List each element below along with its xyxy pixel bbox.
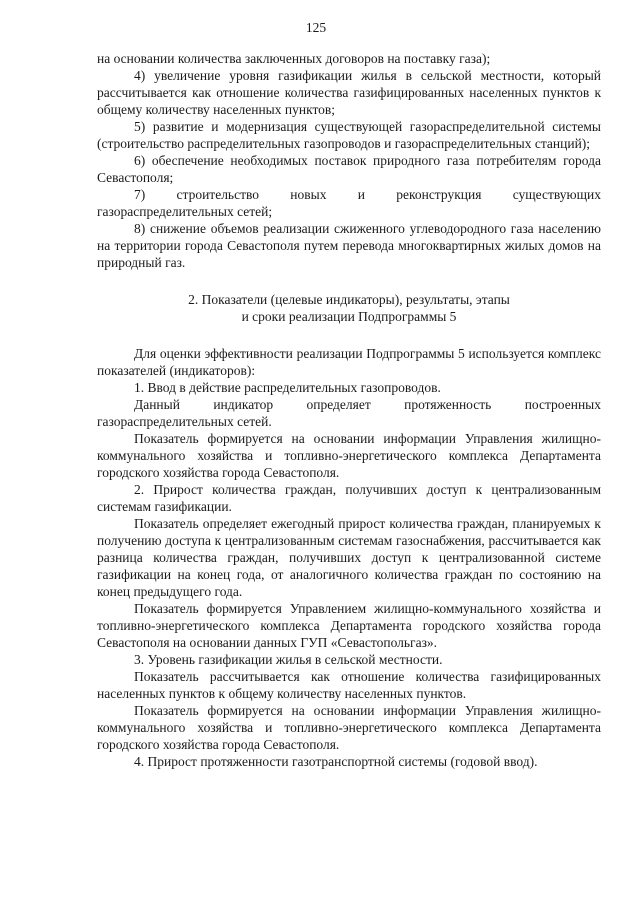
- document-body: [97, 50, 601, 770]
- paragraph: Показатель рассчитывается как отношение количества газифицированных населенных пунктов к общему количеству населенных пунктов.: [97, 669, 601, 701]
- indicator-title: 3. Уровень газификации жилья в сельской местности.: [134, 652, 443, 667]
- section-heading: [97, 291, 601, 325]
- paragraph: Показатель формируется Управлением жилищно-коммунального хозяйства и топливно-энергетического комплекса Департамента городского хозяйства города Севастополя на основании данных ГУП «Севастопольгаз».: [97, 601, 601, 650]
- page-number: 125: [305, 20, 327, 35]
- paragraph: Показатель формируется на основании информации Управления жилищно-коммунального хозяйства и топливно-энергетического комплекса Департамента городского хозяйства города Севастополя.: [97, 431, 601, 480]
- paragraph: Показатель определяет ежегодный прирост количества граждан, планируемых к получению доступа к централизованным системам газоснабжения, рассчитывается как разница количества граждан, получивших доступ к централизованной системе газификации на конец года, от аналогичного количества граждан по состоянию на конец предыдущего года.: [97, 516, 601, 599]
- section-heading-line: 2. Показатели (целевые индикаторы), результаты, этапы: [188, 292, 510, 307]
- indicator-title: 4. Прирост протяженности газотранспортной системы (годовой ввод).: [134, 754, 538, 769]
- paragraph: Данный индикатор определяет протяженность построенных газораспределительных сетей.: [97, 397, 601, 429]
- list-item: 5) развитие и модернизация существующей газораспределительной системы (строительство распределительных газопроводов и газораспределительных станций);: [97, 119, 601, 151]
- list-item: 7) строительство новых и реконструкция существующих газораспределительных сетей;: [97, 187, 601, 219]
- list-item: 4) увеличение уровня газификации жилья в сельской местности, который рассчитывается как отношение количества газифицированных населенных пунктов к общему количеству населенных пунктов;: [97, 68, 601, 117]
- paragraph: Показатель формируется на основании информации Управления жилищно-коммунального хозяйства и топливно-энергетического комплекса Департамента городского хозяйства города Севастополя.: [97, 703, 601, 752]
- section-heading-line: и сроки реализации Подпрограммы 5: [241, 309, 457, 324]
- indicator-title: 2. Прирост количества граждан, получивших доступ к централизованным системам газификации.: [97, 482, 601, 514]
- indicator-title: 1. Ввод в действие распределительных газопроводов.: [134, 380, 441, 395]
- list-item: 6) обеспечение необходимых поставок природного газа потребителям города Севастополя;: [97, 153, 601, 185]
- list-item: 8) снижение объемов реализации сжиженного углеводородного газа населению на территории города Севастополя путем перевода многоквартирных жилых домов на природный газ.: [97, 221, 601, 270]
- paragraph: на основании количества заключенных договоров на поставку газа);: [97, 51, 491, 66]
- paragraph: Для оценки эффективности реализации Подпрограммы 5 используется комплекс показателей (индикаторов):: [97, 346, 601, 378]
